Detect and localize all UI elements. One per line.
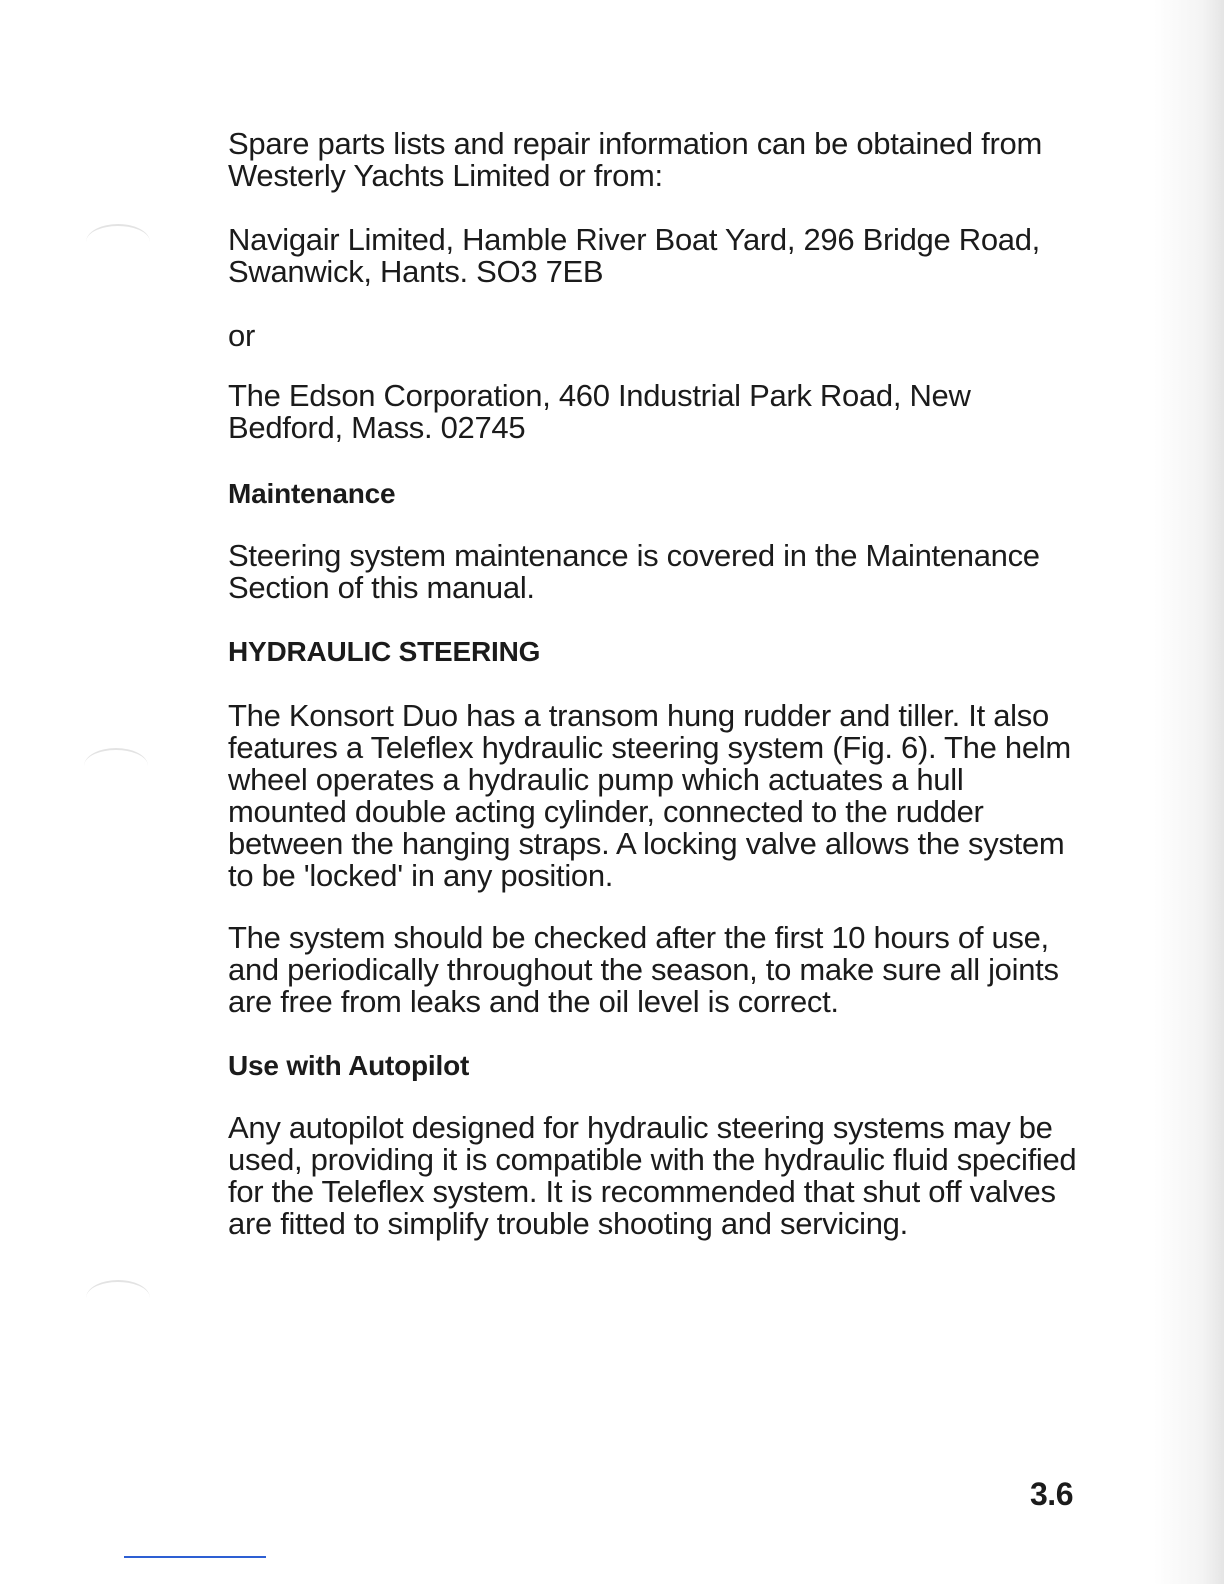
- or-paragraph: or: [228, 318, 255, 353]
- page-number: 3.6: [1030, 1476, 1073, 1512]
- edson-address-paragraph: The Edson Corporation, 460 Industrial Park Road, New Bedford, Mass. 02745: [228, 378, 971, 445]
- autopilot-paragraph: Any autopilot designed for hydraulic steering systems may be used, providing it is compatible with the hydraulic fluid specified for the Teleflex system. It is recommended that shut off valves are fitted to simplify trouble shooting and servicing.: [228, 1110, 1077, 1241]
- punch-hole-mark: [86, 1280, 150, 1316]
- maintenance-heading: Maintenance: [228, 478, 396, 509]
- autopilot-heading: Use with Autopilot: [228, 1050, 470, 1081]
- bottom-rule-line: [124, 1556, 266, 1558]
- hydraulic-steering-paragraph: The Konsort Duo has a transom hung rudder and tiller. It also features a Teleflex hydraulic steering system (Fig. 6). The helm wheel operates a hydraulic pump which actuates a hull mounted double acting cylinder, connected to the rudder between the hanging straps. A locking valve allows the system to be 'locked' in any position.: [228, 698, 1071, 893]
- punch-hole-mark: [84, 748, 148, 784]
- punch-hole-mark: [86, 224, 150, 260]
- maintenance-paragraph: Steering system maintenance is covered in the Maintenance Section of this manual.: [228, 538, 1040, 605]
- spare-parts-paragraph: Spare parts lists and repair information can be obtained from Westerly Yachts Limited or from:: [228, 126, 1042, 193]
- system-check-paragraph: The system should be checked after the first 10 hours of use, and periodically throughout the season, to make sure all joints are free from leaks and the oil level is correct.: [228, 920, 1059, 1019]
- navigair-address-paragraph: Navigair Limited, Hamble River Boat Yard, 296 Bridge Road, Swanwick, Hants. SO3 7EB: [228, 222, 1040, 289]
- hydraulic-steering-heading: HYDRAULIC STEERING: [228, 636, 541, 667]
- page-edge-shadow: [1154, 0, 1224, 1584]
